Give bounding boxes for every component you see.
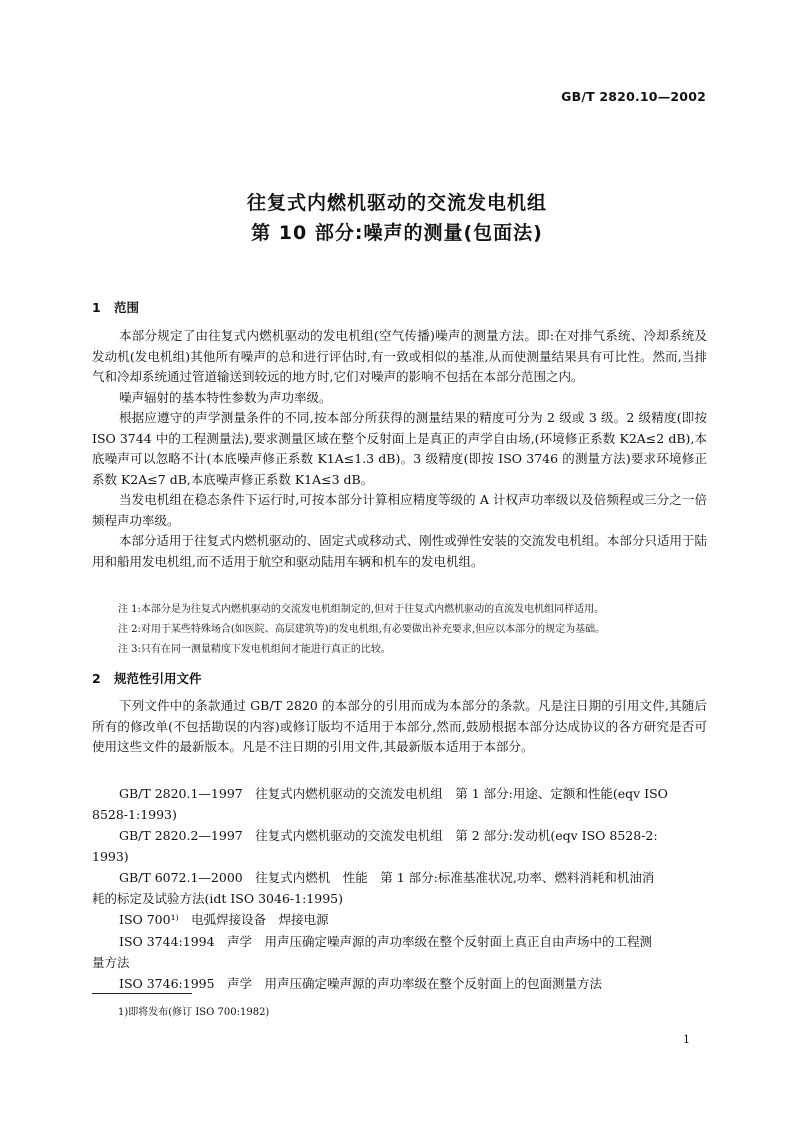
section-title: 范围	[114, 300, 140, 315]
scope-body	[92, 326, 707, 572]
page-number: 1	[683, 1033, 690, 1046]
paragraph: 本部分规定了由往复式内燃机驱动的发电机组(空气传播)噪声的测量方法。即:在对排气系统、冷却系统及发动机(发电机组)其他所有噪声的总和进行评估时,有一致或相似的基准,从而使测量结果具有可比性。然而,当排气和冷却系统通过管道输送到较远的地方时,它们对噪声的影响不包括在本部分范围之内。	[92, 328, 707, 384]
document-subtitle: 第 10 部分:噪声的测量(包面法)	[251, 222, 543, 244]
reference-line: ISO 3746:1995 声学 用声压确定噪声源的声功率级在整个反射面上的包面测量方法	[119, 976, 603, 991]
paragraph: 当发电机组在稳态条件下运行时,可按本部分计算相应精度等级的 A 计权声功率级以及倍频程或三分之一倍频程声功率级。	[92, 492, 707, 528]
document-title: 往复式内燃机驱动的交流发电机组	[246, 192, 547, 214]
reference-item	[92, 909, 707, 930]
note-2: 注 2:对用于某些特殊场合(如医院、高层建筑等)的发电机组,有必要做出补充要求,但应以本部分的规定为基础。	[118, 624, 606, 635]
section-title: 规范性引用文件	[114, 671, 202, 686]
note-3: 注 3:只有在同一测量精度下发电机组间才能进行真正的比较。	[118, 644, 391, 655]
standard-code: GB/T 2820.10—2002	[561, 89, 706, 104]
reference-line-cont: 8528-1:1993)	[92, 807, 177, 822]
reference-item	[92, 783, 707, 825]
footnote: 1)即将发布(修订 ISO 700:1982)	[118, 1007, 270, 1018]
reference-line-cont: 耗的标定及试验方法(idt ISO 3046-1:1995)	[92, 891, 343, 906]
reference-item	[92, 973, 707, 994]
note-1: 注 1:本部分是为往复式内燃机驱动的交流发电机组制定的,但对于往复式内燃机驱动的直流发电机组同样适用。	[118, 604, 605, 615]
reference-item	[92, 931, 707, 973]
paragraph: 下列文件中的条款通过 GB/T 2820 的本部分的引用而成为本部分的条款。凡是注日期的引用文件,其随后所有的修改单(不包括勘误的内容)或修订版均不适用于本部分,然而,鼓励根据本部分达成协议的各方研究是否可使用这些文件的最新版本。凡是不注日期的引用文件,其最新版本适用于本部分。	[92, 698, 707, 754]
section-heading-normative-references	[92, 669, 202, 687]
reference-line: ISO 3744:1994 声学 用声压确定噪声源的声功率级在整个反射面上真正自由声场中的工程测	[119, 934, 653, 949]
section-heading-scope	[92, 298, 139, 316]
reference-line: GB/T 2820.2—1997 往复式内燃机驱动的交流发电机组 第 2 部分:发动机(eqv ISO 8528-2:	[119, 828, 658, 843]
section-number: 2	[92, 671, 101, 686]
section-number: 1	[92, 300, 101, 315]
references-intro	[92, 696, 707, 758]
paragraph: 本部分适用于往复式内燃机驱动的、固定式或移动式、刚性或弹性安装的交流发电机组。本部分只适用于陆用和船用发电机组,而不适用于航空和驱动陆用车辆和机车的发电机组。	[92, 533, 707, 569]
reference-line: ISO 700¹⁾ 电弧焊接设备 焊接电源	[119, 912, 329, 927]
reference-line-cont: 1993)	[92, 849, 129, 864]
reference-item	[92, 867, 707, 909]
reference-line: GB/T 2820.1—1997 往复式内燃机驱动的交流发电机组 第 1 部分:用途、定额和性能(eqv ISO	[119, 786, 668, 801]
footnote-separator	[92, 993, 192, 994]
paragraph: 根据应遵守的声学测量条件的不同,按本部分所获得的测量结果的精度可分为 2 级或 3 级。2 级精度(即按 ISO 3744 中的工程测量法),要求测量区域在整个反射面上是真正的声学自由场,(环境修正系数 K2A≤2 dB),本底噪声可以忽略不计(本底噪声修正系数 K1A≤1.3 dB)。3 级精度(即按 ISO 3746 的测量方法)要求环境修正系数 K2A≤7 dB,本底噪声修正系数 K1A≤3 dB。	[92, 410, 707, 487]
reference-line: GB/T 6072.1—2000 往复式内燃机 性能 第 1 部分:标准基准状况,功率、燃料消耗和机油消	[119, 870, 655, 885]
reference-item	[92, 825, 707, 867]
reference-line-cont: 量方法	[92, 955, 130, 970]
paragraph: 噪声辐射的基本特性参数为声功率级。	[119, 389, 332, 405]
